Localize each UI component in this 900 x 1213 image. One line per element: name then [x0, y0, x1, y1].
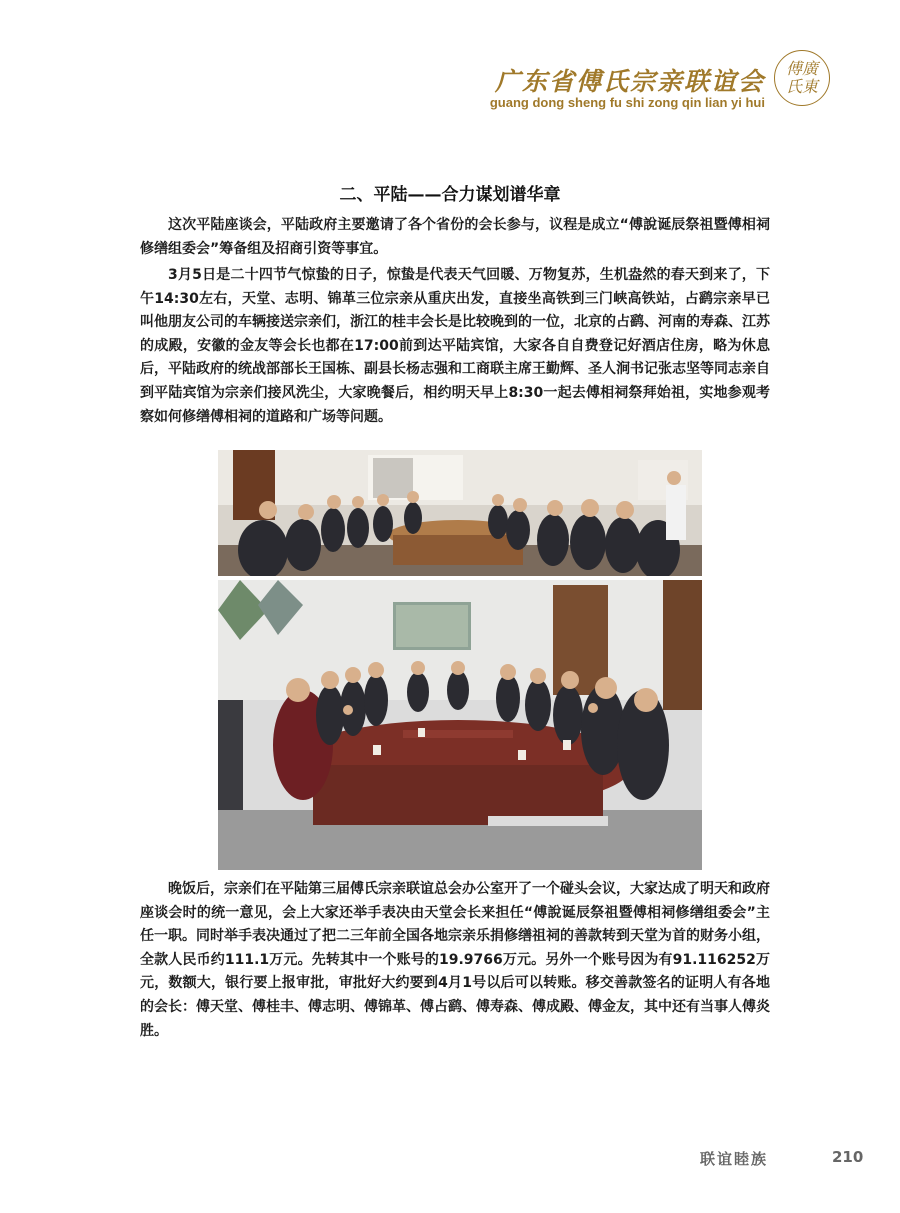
paragraph-intro: 这次平陆座谈会，平陆政府主要邀请了各个省份的会长参与，议程是成立“傅說诞辰祭祖暨傅相祠修缮组委会”筹备组及招商引资等事宜。 — [140, 217, 770, 257]
org-pinyin: guang dong sheng fu shi zong qin lian yi hui — [489, 95, 765, 110]
meeting-photo-tea-room-illustration — [218, 450, 702, 576]
paragraph-evening-meeting: 晚饭后，宗亲们在平陆第三届傅氏宗亲联谊总会办公室开了一个碰头会议，大家达成了明天和政府座谈会时的统一意见，会上大家还举手表决由天堂会长来担任“傅說诞辰祭祖暨傅相祠修缮组委会”主任一职。同时举手表决通过了把二三年前全国各地宗亲乐捐修缮祖祠的善款转到天堂为首的财务小组，全款人民币约111.1万元。先转其中一个账号的19.9766万元。另外一个账号因为有91.116252万元，数额大，银行要上报审批，审批好大约要到4月1号以后可以转账。移交善款签名的证明人有各地的会长：傅天堂、傅桂丰、傅志明、傅锦革、傅占鹞、傅寿森、傅成殿、傅金友，其中还有当事人傅炎胜。 — [140, 881, 770, 1039]
logo-line-2: 氏東 — [785, 77, 818, 96]
meeting-photo-tea-room — [218, 450, 702, 576]
page-number: 210 — [832, 1148, 864, 1166]
org-name: 广东省傅氏宗亲联谊会 — [494, 67, 765, 96]
logo-line-1: 傅廣 — [785, 59, 818, 78]
clan-logo-icon — [774, 50, 830, 106]
meeting-photo-conference-illustration — [218, 580, 702, 870]
section-title: 二、平陆——合力谋划谱华章 — [339, 185, 561, 205]
meeting-photo-conference-table — [218, 580, 702, 870]
page-header — [410, 50, 830, 110]
logo-lettering — [775, 60, 829, 96]
footer-label: 联谊睦族 — [700, 1150, 769, 1168]
paragraph-arrival: 3月5日是二十四节气惊蛰的日子，惊蛰是代表天气回暖、万物复苏，生机盎然的春天到来了，下午14:30左右，天堂、志明、锦革三位宗亲从重庆出发，直接坐高铁到三门峡高铁站，占鹞宗亲早已叫他朋友公司的车辆接送宗亲们，浙江的桂丰会长是比较晚到的一位，北京的占鹞、河南的寿森、江苏的成殿，安徽的金友等会长也都在17:00前到达平陆宾馆，大家各自自费登记好酒店住房，略为休息后，平陆政府的统战部部长王国栋、副县长杨志强和工商联主席王勤辉、圣人涧书记张志坚等同志亲自到平陆宾馆为宗亲们接风洗尘，大家晚餐后，相约明天早上8:30一起去傅相祠祭拜始祖，实地参观考察如何修缮傅相祠的道路和广场等问题。 — [140, 267, 770, 425]
